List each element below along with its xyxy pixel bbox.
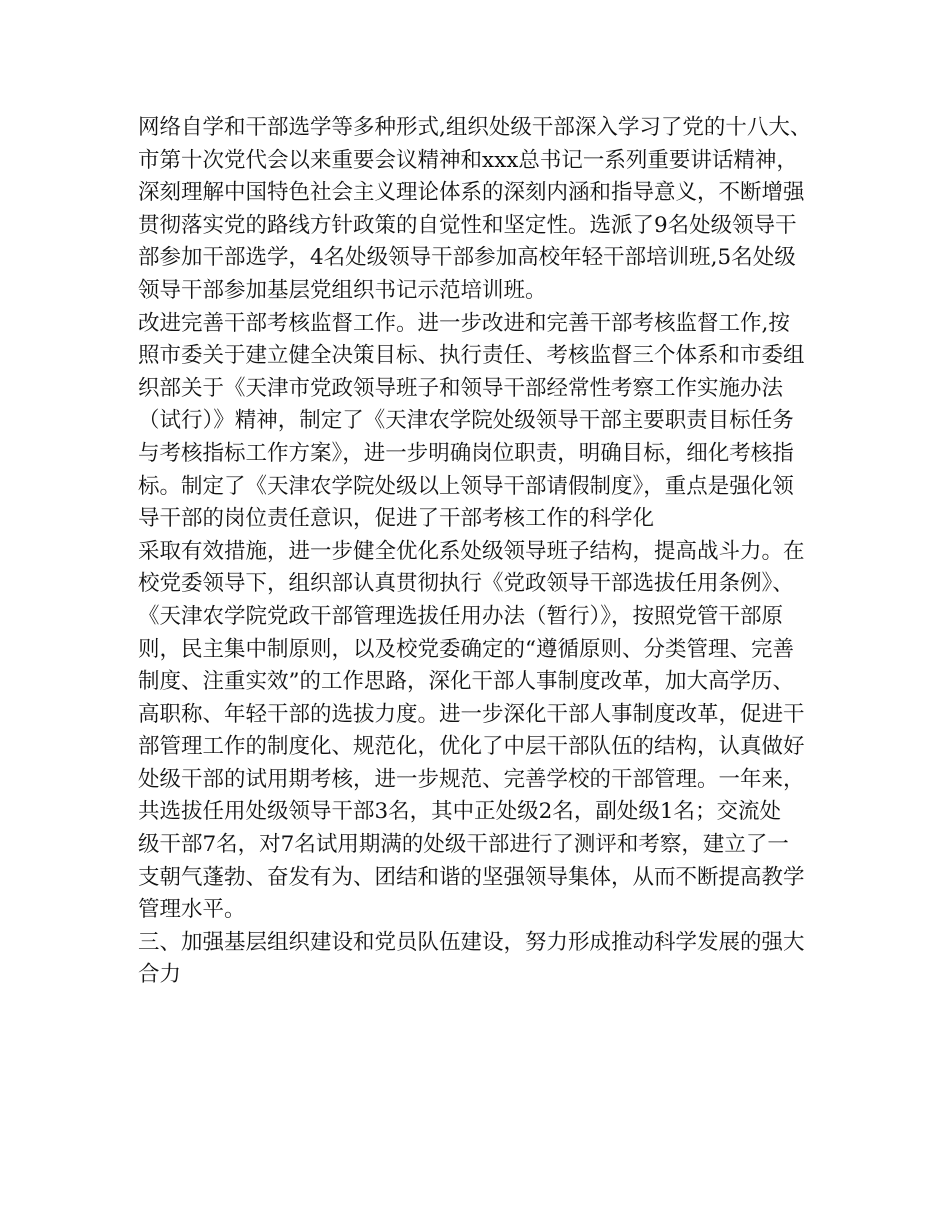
text-line: 织部关于《天津市党政领导班子和领导干部经常性考察工作实施办法 [138,375,784,401]
text-line: 与考核指标工作方案》，进一步明确岗位职责，明确目标，细化考核指 [138,440,794,466]
text-line: 标。制定了《天津农学院处级以上领导干部请假制度》，重点是强化领 [138,473,794,499]
text-line: 改进完善干部考核监督工作。进一步改进和完善干部考核监督工作,按 [138,310,790,336]
text-line: 高职称、年轻干部的选拔力度。进一步深化干部人事制度改革，促进干 [138,701,805,727]
text-line: （试行）》精神，制定了《天津农学院处级领导干部主要职责目标任务 [138,408,794,434]
text-line: 导干部的岗位责任意识，促进了干部考核工作的科学化 [138,506,655,532]
text-line: 部管理工作的制度化、规范化，优化了中层干部队伍的结构，认真做好 [138,734,805,760]
text-line: 级干部7名，对7名试用期满的处级干部进行了测评和考察，建立了一 [138,832,789,858]
document-body [138,112,818,992]
text-line: 共选拔任用处级领导干部3名，其中正处级2名，副处级1名；交流处 [138,799,782,825]
text-line: 制度、注重实效”的工作思路，深化干部人事制度改革，加大高学历、 [138,669,794,695]
section-heading-line: 三、加强基层组织建设和党员队伍建设，努力形成推动科学发展的强大 [138,929,805,955]
text-line: 部参加干部选学，4名处级领导干部参加高校年轻干部培训班,5名处级 [138,245,796,271]
text-line: 处级干部的试用期考核，进一步规范、完善学校的干部管理。一年来， [138,766,805,792]
text-line: 领导干部参加基层党组织书记示范培训班。 [138,277,547,303]
section-heading-line: 合力 [138,962,182,988]
text-line: 市第十次党代会以来重要会议精神和xxx总书记一系列重要讲话精神， [138,147,798,173]
text-line: 则，民主集中制原则，以及校党委确定的“遵循原则、分类管理、完善 [138,636,794,662]
text-line: 支朝气蓬勃、奋发有为、团结和谐的坚强领导集体，从而不断提高教学 [138,864,805,890]
text-line: 《天津农学院党政干部管理选拔任用办法（暂行）》，按照党管干部原 [138,603,784,629]
text-line: 校党委领导下，组织部认真贯彻执行《党政领导干部选拔任用条例》、 [138,571,794,597]
text-line: 采取有效措施，进一步健全优化系处级领导班子结构，提高战斗力。在 [138,538,805,564]
text-line: 网络自学和干部选学等多种形式,组织处级干部深入学习了党的十八大、 [138,115,812,140]
text-line: 贯彻落实党的路线方针政策的自觉性和坚定性。选派了9名处级领导干 [138,212,797,238]
text-line: 照市委关于建立健全决策目标、执行责任、考核监督三个体系和市委组 [138,343,805,369]
text-line: 深刻理解中国特色社会主义理论体系的深刻内涵和指导意义，不断增强 [138,180,805,206]
text-line: 管理水平。 [138,897,246,923]
